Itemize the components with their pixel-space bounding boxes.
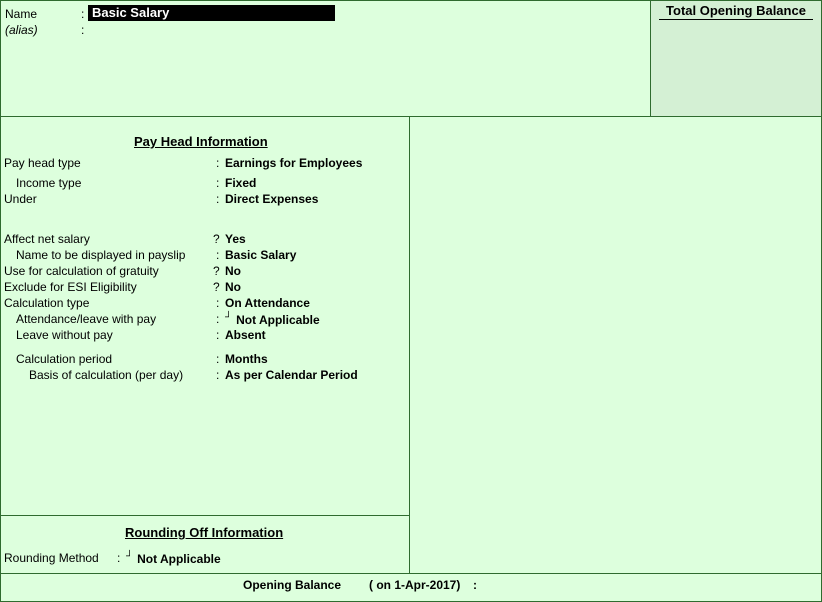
opening-balance-date: ( on 1-Apr-2017) (369, 578, 461, 592)
attendance-leave-value-text: Not Applicable (236, 313, 320, 327)
payslip-name-sep: : (216, 248, 220, 262)
esi-eligibility-label: Exclude for ESI Eligibility (4, 280, 137, 294)
esi-eligibility-sep: ? (213, 280, 220, 294)
footer-divider (1, 573, 821, 574)
alias-label: (alias) (5, 23, 38, 37)
attendance-leave-sep: : (216, 312, 220, 326)
calculation-type-value[interactable]: On Attendance (225, 296, 310, 310)
rounding-info-title: Rounding Off Information (125, 525, 284, 540)
leave-without-pay-label: Leave without pay (16, 328, 113, 342)
name-label: Name (5, 7, 38, 21)
name-separator: : (81, 7, 85, 21)
calculation-period-label: Calculation period (16, 352, 113, 366)
opening-balance-sep: : (473, 578, 477, 592)
income-type-label: Income type (16, 176, 82, 190)
gratuity-sep: ? (213, 264, 220, 278)
rounding-method-sep: : (117, 551, 121, 565)
calculation-period-sep: : (216, 352, 220, 366)
under-label: Under (4, 192, 37, 206)
total-opening-balance-title: Total Opening Balance (659, 3, 813, 20)
pay-head-type-sep: : (216, 156, 220, 170)
calculation-period-value[interactable]: Months (225, 352, 268, 366)
opening-balance-field[interactable] (485, 577, 645, 593)
leave-without-pay-sep: : (216, 328, 220, 342)
income-type-sep: : (216, 176, 220, 190)
payslip-name-value[interactable]: Basic Salary (225, 248, 297, 262)
attendance-leave-label: Attendance/leave with pay (16, 312, 157, 326)
opening-balance-label: Opening Balance (243, 578, 342, 592)
return-arrow-icon: ┘ (126, 551, 134, 562)
payslip-name-label: Name to be displayed in payslip (16, 248, 186, 262)
rounding-divider (1, 515, 409, 516)
under-sep: : (216, 192, 220, 206)
leave-without-pay-value[interactable]: Absent (225, 328, 266, 342)
header-divider (1, 116, 821, 117)
basis-of-calculation-sep: : (216, 368, 220, 382)
total-opening-balance-panel (650, 1, 821, 116)
basis-of-calculation-label: Basis of calculation (per day) (29, 368, 184, 382)
rounding-method-value-text: Not Applicable (137, 552, 221, 566)
rounding-method-value[interactable] (126, 551, 221, 566)
calculation-type-label: Calculation type (4, 296, 90, 310)
attendance-leave-value[interactable] (225, 312, 320, 327)
affect-net-salary-label: Affect net salary (4, 232, 90, 246)
pay-head-type-value[interactable]: Earnings for Employees (225, 156, 363, 170)
rounding-method-label: Rounding Method (4, 551, 99, 565)
income-type-value[interactable]: Fixed (225, 176, 257, 190)
pay-head-type-label: Pay head type (4, 156, 81, 170)
basis-of-calculation-value[interactable]: As per Calendar Period (225, 368, 358, 382)
affect-net-salary-sep: ? (213, 232, 220, 246)
alias-separator: : (81, 23, 85, 37)
alias-field[interactable] (88, 22, 335, 38)
under-value[interactable]: Direct Expenses (225, 192, 319, 206)
name-field[interactable]: Basic Salary (88, 5, 335, 21)
pay-head-info-title: Pay Head Information (134, 134, 268, 149)
gratuity-label: Use for calculation of gratuity (4, 264, 159, 278)
calculation-type-sep: : (216, 296, 220, 310)
return-arrow-icon: ┘ (225, 312, 233, 323)
affect-net-salary-value[interactable]: Yes (225, 232, 246, 246)
gratuity-value[interactable]: No (225, 264, 241, 278)
column-divider (409, 117, 410, 573)
esi-eligibility-value[interactable]: No (225, 280, 241, 294)
